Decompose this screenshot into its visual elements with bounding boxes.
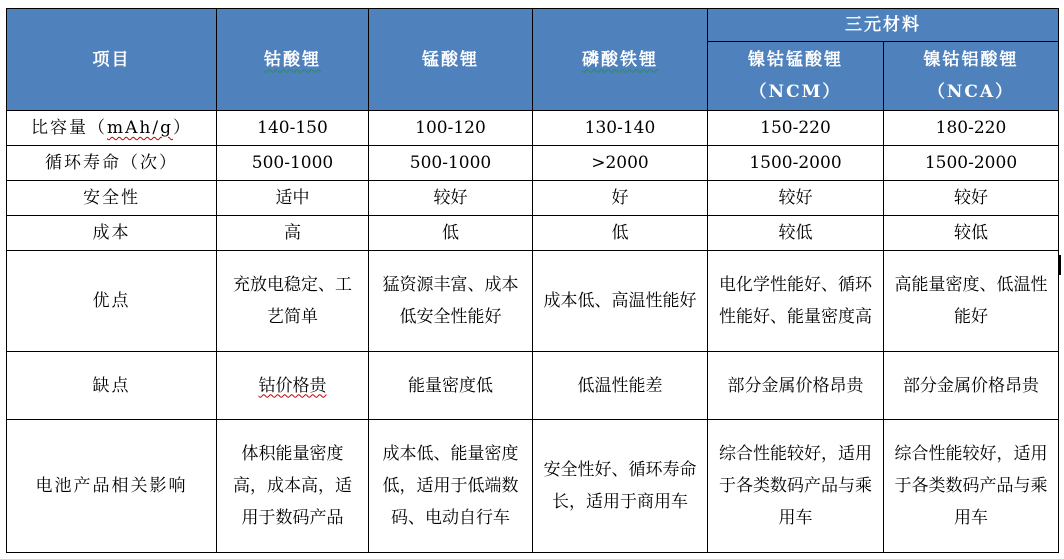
row-label-advantages: 优点 <box>7 251 217 352</box>
table-cell: 部分金属价格昂贵 <box>708 352 884 420</box>
table-cell: 180-220 <box>884 111 1059 146</box>
table-row <box>7 251 1059 352</box>
row-label-safety: 安全性 <box>7 181 217 216</box>
row-label-cost: 成本 <box>7 216 217 251</box>
table-row <box>7 111 1059 146</box>
table-cell: 综合性能较好，适用于各类数码产品与乘用车 <box>884 420 1059 553</box>
table-cell: 低温性能差 <box>533 352 708 420</box>
table-cell: 1500-2000 <box>884 146 1059 181</box>
row-label-cycle-life: 循环寿命（次） <box>7 146 217 181</box>
table-row <box>7 181 1059 216</box>
table-cell: 成本低、高温性能好 <box>533 251 708 352</box>
table-cell: 猛资源丰富、成本低安全性能好 <box>369 251 533 352</box>
table-cell: 150-220 <box>708 111 884 146</box>
table-cell: 低 <box>369 216 533 251</box>
row-label-capacity: 比容量（mAh/g） <box>7 111 217 146</box>
header-ternary-group: 三元材料 <box>708 9 1059 42</box>
table-cell: 较好 <box>369 181 533 216</box>
table-cell: 较低 <box>708 216 884 251</box>
table-cell: 充放电稳定、工艺简单 <box>217 251 369 352</box>
table-cell: 好 <box>533 181 708 216</box>
table-cell: 140-150 <box>217 111 369 146</box>
table-cell: 低 <box>533 216 708 251</box>
text-cursor-mark <box>1059 255 1061 275</box>
header-nca: 镍钴铝酸锂 （NCA） <box>884 42 1059 111</box>
table-cell: 较好 <box>884 181 1059 216</box>
table-cell: 能量密度低 <box>369 352 533 420</box>
table-cell: 500-1000 <box>369 146 533 181</box>
battery-material-comparison-table <box>6 8 1059 553</box>
table-cell: >2000 <box>533 146 708 181</box>
table-cell: 较好 <box>708 181 884 216</box>
table-cell: 部分金属价格昂贵 <box>884 352 1059 420</box>
row-label-disadvantages: 缺点 <box>7 352 217 420</box>
header-lco: 钴酸锂 <box>217 9 369 111</box>
header-lfp: 磷酸铁锂 <box>533 9 708 111</box>
table-cell: 130-140 <box>533 111 708 146</box>
table-row <box>7 352 1059 420</box>
table-cell: 高 <box>217 216 369 251</box>
table-cell: 高能量密度、低温性能好 <box>884 251 1059 352</box>
table-cell: 体积能量密度高，成本高，适用于数码产品 <box>217 420 369 553</box>
table-cell: 1500-2000 <box>708 146 884 181</box>
table-cell: 钴价格贵 <box>217 352 369 420</box>
row-label-battery-impact: 电池产品相关影响 <box>7 420 217 553</box>
table-cell: 安全性好、循环寿命长，适用于商用车 <box>533 420 708 553</box>
table-row <box>7 216 1059 251</box>
table-row <box>7 146 1059 181</box>
header-ncm: 镍钴锰酸锂 （NCM） <box>708 42 884 111</box>
table-cell: 成本低、能量密度低，适用于低端数码、电动自行车 <box>369 420 533 553</box>
table-cell: 较低 <box>884 216 1059 251</box>
header-item: 项目 <box>7 9 217 111</box>
table-row <box>7 420 1059 553</box>
table-cell: 综合性能较好，适用于各类数码产品与乘用车 <box>708 420 884 553</box>
table-cell: 适中 <box>217 181 369 216</box>
table-cell: 100-120 <box>369 111 533 146</box>
table-cell: 电化学性能好、循环性能好、能量密度高 <box>708 251 884 352</box>
header-lmo: 锰酸锂 <box>369 9 533 111</box>
table-cell: 500-1000 <box>217 146 369 181</box>
